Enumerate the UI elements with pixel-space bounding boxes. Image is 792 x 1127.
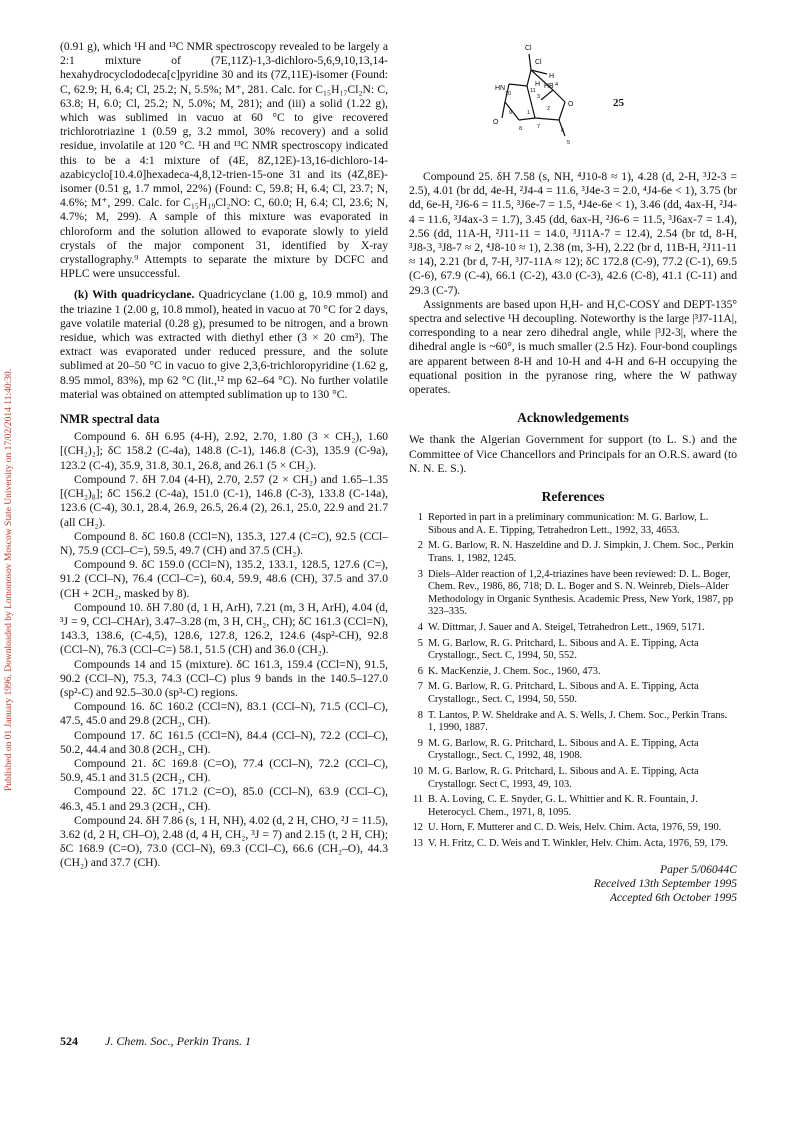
- page-footer: [60, 1034, 251, 1049]
- reference-item: 13 V. H. Fritz, C. D. Weis and T. Winkler, Helv. Chim. Acta, 1976, 59, 179.: [412, 837, 729, 849]
- reference-item: 9 M. G. Barlow, R. G. Pritchard, L. Sibous and A. E. Tipping, Acta Crystallogr., Sect. C, 1992, 48, 1908.: [417, 737, 699, 762]
- nmr-compound-7: Compound 7. δH 7.04 (4-H), 2.70, 2.57 (2 × CH₂) and 1.65–1.35 [(CH₂)₈]; δC 156.2 (C-4a), 151.0 (C-1), 146.8 (C-3), 133.8 (C-14a), 123.6 (C-4), 30.1, 28.4, 26.9, 26.5, 26.4 (2), 26.1, 25.0, 22.9 and 21.7 (all CH₂).: [60, 472, 388, 529]
- atom-label-h2: H: [535, 81, 541, 88]
- left-column: [60, 40, 388, 871]
- atom-label-11: 11: [530, 88, 536, 94]
- atom-label-10: 10: [505, 91, 512, 97]
- atom-label-hb: HB: [544, 83, 554, 90]
- atom-label-h: H: [549, 73, 555, 80]
- acknowledgements-text: We thank the Algerian Government for support (to L. S.) and the Committee of Vice Chancellors and Principals for an O.R.S. award (to N. N. E. S.).: [409, 433, 737, 475]
- atom-label-9: 9: [509, 110, 513, 116]
- reference-item: 2 M. G. Barlow, R. N. Haszeldine and D. J. Simpkin, J. Chem. Soc., Perkin Trans. 1, 1982, 1245.: [417, 540, 734, 565]
- references-heading: References: [541, 489, 605, 505]
- atom-label-6: 6: [561, 128, 565, 134]
- paper-info: [409, 863, 737, 906]
- acknowledgements-heading: Acknowledgements: [517, 410, 629, 426]
- atom-label-cl: Cl: [535, 59, 542, 66]
- compound-25-structure: [469, 40, 609, 158]
- intro-paragraph: (0.91 g), which ¹H and ¹³C NMR spectroscopy revealed to be largely a 2:1 mixture of (7E,11Z)-1,3-dichloro-5,6,9,10,13,14-hexahydrocyclododeca[c]pyridine 30 and its (7Z,11E)-isomer (Found: C, 62.9; H, 6.4; Cl, 25.2; N, 5.5%; M⁺, 281. Calc. for C₁₅H₁₇Cl₂N: C, 63.8; H, 6.0; Cl, 25.2; N, 5.0%; M, 281); and (iii) a solid (1.22 g), which was sublimed in vacuo at 60 °C to give recovered trichlorotriazine 1 (0.59 g, 3.2 mmol, 30% recovery) and a solid residue, involatile at 120 °C. ¹H and ¹³C NMR spectroscopy indicated this to be a 4:1 mixture of (4E, 8Z,12E)-13,16-dichloro-14-azabicyclo[10.4.0]hexadeca-4,8,12-trien-15-one 31 and its (4Z,8E)-isomer (0.51 g, 1.7 mmol, 22%) (Found: C, 59.8; H, 6.4; Cl, 23.7; N, 4.6%; M⁺, 299. Calc. for C₁₅H₁₉Cl₂NO: C, 60.0; H, 6.4; Cl, 23.6; N, 4.7%; M, 299). A sample of this mixture was evaporated in chloroform and the solution allowed to evaporate slowly to yield crystals of the major component 31, identified by X-ray crystallography.⁹ Attempts to separate the mixture by DCFC and HPLC were unsuccessful.: [60, 40, 388, 281]
- reference-item: 5 M. G. Barlow, R. G. Pritchard, L. Sibous and A. E. Tipping, Acta Crystallogr., Sect. C, 1994, 50, 552.: [417, 637, 699, 662]
- reference-item: 10 M. G. Barlow, R. G. Pritchard, L. Sibous and A. E. Tipping, Acta Crystallogr. Sect C, 1993, 49, 103.: [412, 765, 699, 790]
- nmr-compound-16: Compound 16. δC 160.2 (CCl=N), 83.1 (CCl–N), 71.5 (CCl–C), 47.5, 45.0 and 29.8 (2CH₂, CH).: [60, 700, 388, 728]
- k-body: Quadricyclane (1.00 g, 10.9 mmol) and the triazine 1 (2.00 g, 10.8 mmol), heated in vacuo at 70 °C for 2 days, gave volatile material (0.28 g), presumed to be nitrogen, and a brown residue, which was extracted with diethyl ether (3 × 20 cm³). The extract was evaporated under reduced pressure, and the solute sublimed at 20–50 °C in vacuo to give 2,3,6-trichloropyridine (1.62 g, 8.95 mmol, 83%), mp 62 °C (lit.,¹² mp 62–64 °C). No further volatile material was obtained on attempted sublimation up to 130 °C.: [60, 288, 388, 401]
- nmr-compound-17: Compound 17. δC 161.5 (CCl=N), 84.4 (CCl–N), 72.2 (CCl–C), 50.2, 44.4 and 30.8 (2CH₂, CH).: [60, 728, 388, 756]
- paper-number: Paper 5/06044C: [660, 862, 737, 876]
- accepted-date: Accepted 6th October 1995: [609, 890, 737, 904]
- reference-item: 12 U. Horn, F. Mutterer and C. D. Weis, Helv. Chim. Acta, 1976, 59, 190.: [412, 822, 722, 834]
- reference-item: 11 B. A. Loving, C. E. Snyder, G. L. Whittier and K. R. Fountain, J. Heterocycl. Chem., 1971, 8, 1095.: [412, 794, 698, 818]
- nmr-compound-10: Compound 10. δH 7.80 (d, 1 H, ArH), 7.21 (m, 3 H, ArH), 4.04 (d, ³J = 9, CCl–CHAr), 3.47–3.28 (m, 3 H, CH₂, CH); δC 161.3 (CCl=N), 143.3, 138.6, (C-4,5), 128.6, 127.8, 126.2, 124.6 (4sp²-CH), 92.8 (CCl–N), 76.3 (CCl–C=) 58.1, 51.5 (CH) and 36.0 (CH₂).: [60, 600, 388, 657]
- assignments-paragraph: Assignments are based upon H,H- and H,C-COSY and DEPT-135° spectra and selective ¹H decoupling. Noteworthy is the large |³J7-11A|, corresponding to a near zero dihedral angle, while |³J2-3|, where the dihedral angle is ~60°, is much smaller (2.5 Hz). Four-bond couplings are apparent between 8-H and 10-H and 4-H and 6-H occupying the equational position in the pyranose ring, where the W pathway operates.: [409, 297, 737, 397]
- publication-stamp: Published on 01 January 1996. Downloaded by Lomonosov Moscow State University on 17/02/2014 11:40:30.: [4, 368, 14, 792]
- nmr-compound-6: Compound 6. δH 6.95 (4-H), 2.92, 2.70, 1.80 (3 × CH₂), 1.60 [(CH₂)₂]; δC 158.2 (C-4a), 148.8 (C-1), 146.8 (C-3), 135.9 (C-9a), 123.2 (C-4), 35.9, 31.8, 30.1, 26.8, and 26.1 (5 × CH₂).: [60, 430, 388, 472]
- nmr-compound-24: Compound 24. δH 7.86 (s, 1 H, NH), 4.02 (d, 2 H, CHO, ²J = 11.5), 3.62 (d, 2 H, CH–O), 2.48 (d, 4 H, CH₂, ³J = 7) and 2.15 (t, 2 H, CH); δC 168.9 (C=O), 73.0 (CCl–N), 69.3 (CCl–C), 66.6 (CH₂–O), 44.3 (CH₂) and 37.7 (CH).: [60, 813, 388, 870]
- atom-label-1: 1: [527, 110, 531, 116]
- structure-figure: [409, 40, 737, 160]
- atom-label-3: 3: [537, 94, 541, 100]
- quadricyclane-paragraph: [60, 288, 388, 402]
- atom-label-hn: HN: [495, 85, 506, 92]
- atom-label-o-ring: O: [568, 101, 574, 108]
- atom-label-5: 5: [567, 140, 571, 146]
- reference-item: 3 Diels–Alder reaction of 1,2,4-triazines have been reviewed: D. L. Boger, Chem. Rev., 1986, 86, 718; D. L. Boger and S. N. Weinreb, Diels–Alder Methodology in Organic Synthesis. Academic Press, New York, 1987, pp 323–335.: [417, 568, 734, 618]
- right-column: [409, 40, 737, 905]
- reference-item: 4 W. Dittmar, J. Sauer and A. Steigel, Tetrahedron Lett., 1969, 5171.: [417, 622, 705, 634]
- atom-label-2: 2: [547, 106, 551, 112]
- reference-item: 8 T. Lantos, P. W. Sheldrake and A. S. Wells, J. Chem. Soc., Perkin Trans. 1, 1990, 1887.: [417, 709, 728, 734]
- nmr-compound-8: Compound 8. δC 160.8 (CCl=N), 135.3, 127.4 (C=C), 92.5 (CCl–N), 75.9 (CCl–C=), 59.5, 49.7 (CH) and 37.5 (CH₂).: [60, 529, 388, 557]
- reference-item: 6 K. MacKenzie, J. Chem. Soc., 1960, 473.: [417, 665, 601, 677]
- atom-label-8: 8: [519, 126, 523, 132]
- compound-25-data: Compound 25. δH 7.58 (s, NH, ⁴J10-8 ≈ 1), 4.28 (d, 2-H, ³J2-3 = 2.5), 4.01 (br dd, 4e-H, ²J4-4 = 11.6, ³J4e-3 = 2.0, ⁴J4-6e < 1), 3.75 (br dd, 6e-H, ²J6-6 = 11.5, ³J6e-7 = 1.5, ⁴J4e-6e < 1), 3.46 (dd, 4ax-H, ²J4-4 = 11.6, ³J4ax-3 = 1.7), 3.45 (dd, 6ax-H, ²J6-6 = 11.5, ³J6ax-7 = 1.4), 2.56 (dd, 11A-H, ²J11-11 = 14.0, ³J11A-7 = 12.4), 2.54 (br td, 8-H, ³J8-3, ³J8-7 ≈ 2, ⁴J8-10 ≈ 1), 2.38 (m, 3-H), 2.22 (br d, 11B-H, ²J11-11 ≈ 14), 2.21 (br d, 7-H, ³J7-11A ≈ 12); δC 172.8 (C-9), 77.2 (C-1), 69.5 (C-6), 67.9 (C-4), 66.1 (C-2), 43.0 (C-3), 42.6 (C-8), 41.1 (C-11) and 29.3 (C-7).: [409, 170, 737, 297]
- atom-label-cl-top: Cl: [525, 45, 532, 52]
- atom-label-7: 7: [537, 124, 541, 130]
- nmr-compound-22: Compound 22. δC 171.2 (C=O), 85.0 (CCl–N), 63.9 (CCl–C), 46.3, 45.1 and 29.3 (2CH₂, CH).: [60, 785, 388, 813]
- atom-label-4: 4: [555, 82, 559, 88]
- reference-item: 1 Reported in part in a preliminary communication: M. G. Barlow, L. Sibous and A. E. Tipping, Tetrahedron Lett., 1992, 33, 4653.: [417, 512, 709, 536]
- nmr-compound-14-15: Compounds 14 and 15 (mixture). δC 161.3, 159.4 (CCl=N), 91.5, 90.2 (CCl–N), 75.3, 74.3 (CCl–C) plus 9 bands in the 140.5–127.0 (sp²-C) and 92.5–30.0 (sp³-C) regions.: [60, 657, 388, 699]
- nmr-heading: NMR spectral data: [60, 412, 160, 427]
- k-title: (k) With quadricyclane.: [74, 288, 195, 302]
- nmr-compound-21: Compound 21. δC 169.8 (C=O), 77.4 (CCl–N), 72.2 (CCl–C), 50.9, 45.1 and 31.5 (2CH₂, CH).: [60, 756, 388, 785]
- journal-name: J. Chem. Soc., Perkin Trans. 1: [105, 1034, 251, 1048]
- atom-label-o-carbonyl: O: [493, 119, 499, 126]
- received-date: Received 13th September 1995: [593, 876, 737, 890]
- nmr-compound-9: Compound 9. δC 159.0 (CCl=N), 135.2, 133.1, 128.5, 127.6 (C=), 91.2 (CCl–N), 76.4 (CCl–C=), 60.4, 59.9, 48.6 (CH), 37.5 and 37.0 (CH + 2CH₂, masked by 8).: [60, 558, 388, 600]
- compound-number-label: 25: [613, 97, 624, 109]
- reference-item: 7 M. G. Barlow, R. G. Pritchard, L. Sibous and A. E. Tipping, Acta Crystallogr., Sect. C, 1994, 50, 550.: [417, 681, 699, 705]
- page-number: 524: [60, 1034, 78, 1048]
- references-list: [409, 512, 737, 850]
